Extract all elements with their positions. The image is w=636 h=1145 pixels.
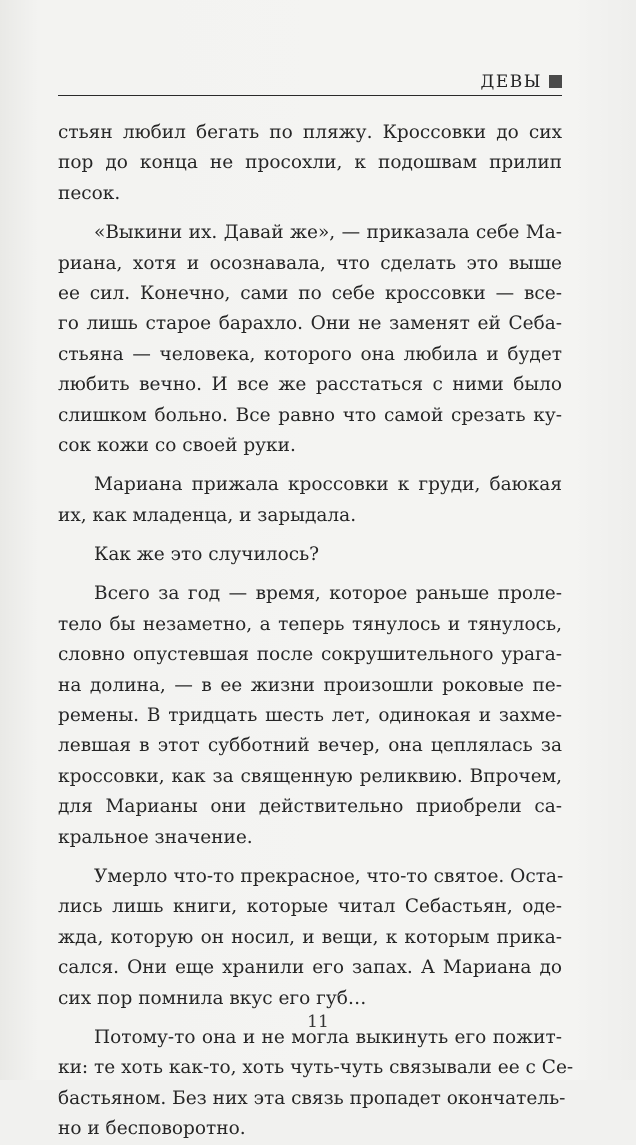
text-line: но и бесповоротно. <box>58 1118 246 1140</box>
text-line: ее сил. Конечно, сами по себе кроссовки — все- <box>58 282 562 304</box>
paragraph-gap <box>58 209 562 218</box>
text-line: тело бы незаметно, а теперь тянулось и тянулось, <box>58 613 562 635</box>
text-line: ремены. В тридцать шесть лет, одинокая и захме- <box>58 705 562 727</box>
text-line: стьяна — человека, которого она любила и будет <box>58 343 562 365</box>
text-line: кроссовки, как за священную реликвию. Впрочем, <box>58 765 562 787</box>
running-header-title: ДЕВЫ <box>480 72 542 92</box>
text-line: сался. Они еще хранили его запах. А Мариана до <box>58 957 562 979</box>
text-line: бастьяном. Без них эта связь пропадет окончатель- <box>58 1087 566 1109</box>
text-line: Потому-то она и не могла выкинуть его пожит- <box>94 1026 562 1048</box>
text-line: словно опустевшая после сокрушительного урага- <box>58 644 562 666</box>
paragraph <box>58 540 562 570</box>
text-line: Мариана прижала кроссовки к груди, баюкая <box>94 474 562 496</box>
text-line: любить вечно. И все же расстаться с ними было <box>58 374 562 396</box>
text-line: для Марианы они действительно приобрели са- <box>58 796 562 818</box>
text-line: го лишь старое барахло. Они не заменят ей Себа- <box>58 313 562 335</box>
text-line: кральное значение. <box>58 826 253 848</box>
text-line: на долина, — в ее жизни произошли роковые пе- <box>58 674 562 696</box>
text-line: пор до конца не просохли, к подошвам прилип <box>58 152 562 174</box>
text-line: левшая в этот субботний вечер, она цеплялась за <box>58 735 562 757</box>
paragraph-gap <box>58 461 562 470</box>
paragraph <box>58 1023 574 1145</box>
text-line: лись лишь книги, которые читал Себастьян, оде- <box>58 896 562 918</box>
body-text <box>58 118 574 1145</box>
paragraph <box>58 218 562 461</box>
page-number: 11 <box>307 1012 329 1032</box>
text-line: ки: те хоть как-то, хоть чуть-чуть связывали ее с Се- <box>58 1057 574 1079</box>
text-line: «Выкини их. Давай же», — приказала себе Ма- <box>94 222 562 244</box>
header-rule <box>58 95 562 96</box>
paragraph <box>58 579 562 853</box>
text-line: Всего за год — время, которое раньше проле- <box>94 583 562 605</box>
text-line: сок кожи со своей руки. <box>58 434 296 456</box>
paragraph-gap <box>58 853 562 862</box>
text-line: сих пор помнила вкус его губ… <box>58 987 367 1009</box>
paragraph <box>58 862 562 1014</box>
text-line: их, как младенца, и зарыдала. <box>58 504 357 526</box>
running-header <box>58 68 562 96</box>
header-square-ornament <box>549 75 562 88</box>
text-line: Умерло что-то прекрасное, что-то святое. Оста- <box>94 865 564 887</box>
text-line: жда, которую он носил, и вещи, к которым прика- <box>58 926 562 948</box>
text-line: риана, хотя и осознавала, что сделать это выше <box>58 252 562 274</box>
text-line: стьян любил бегать по пляжу. Кроссовки до сих <box>58 122 562 143</box>
paragraph-gap <box>58 570 562 579</box>
text-line: слишком больно. Все равно что самой срезать ку- <box>58 404 562 426</box>
text-line: песок. <box>58 182 121 204</box>
paragraph <box>58 470 562 531</box>
paragraph <box>58 118 562 209</box>
paragraph-gap <box>58 531 562 540</box>
text-line: Как же это случилось? <box>94 544 320 566</box>
